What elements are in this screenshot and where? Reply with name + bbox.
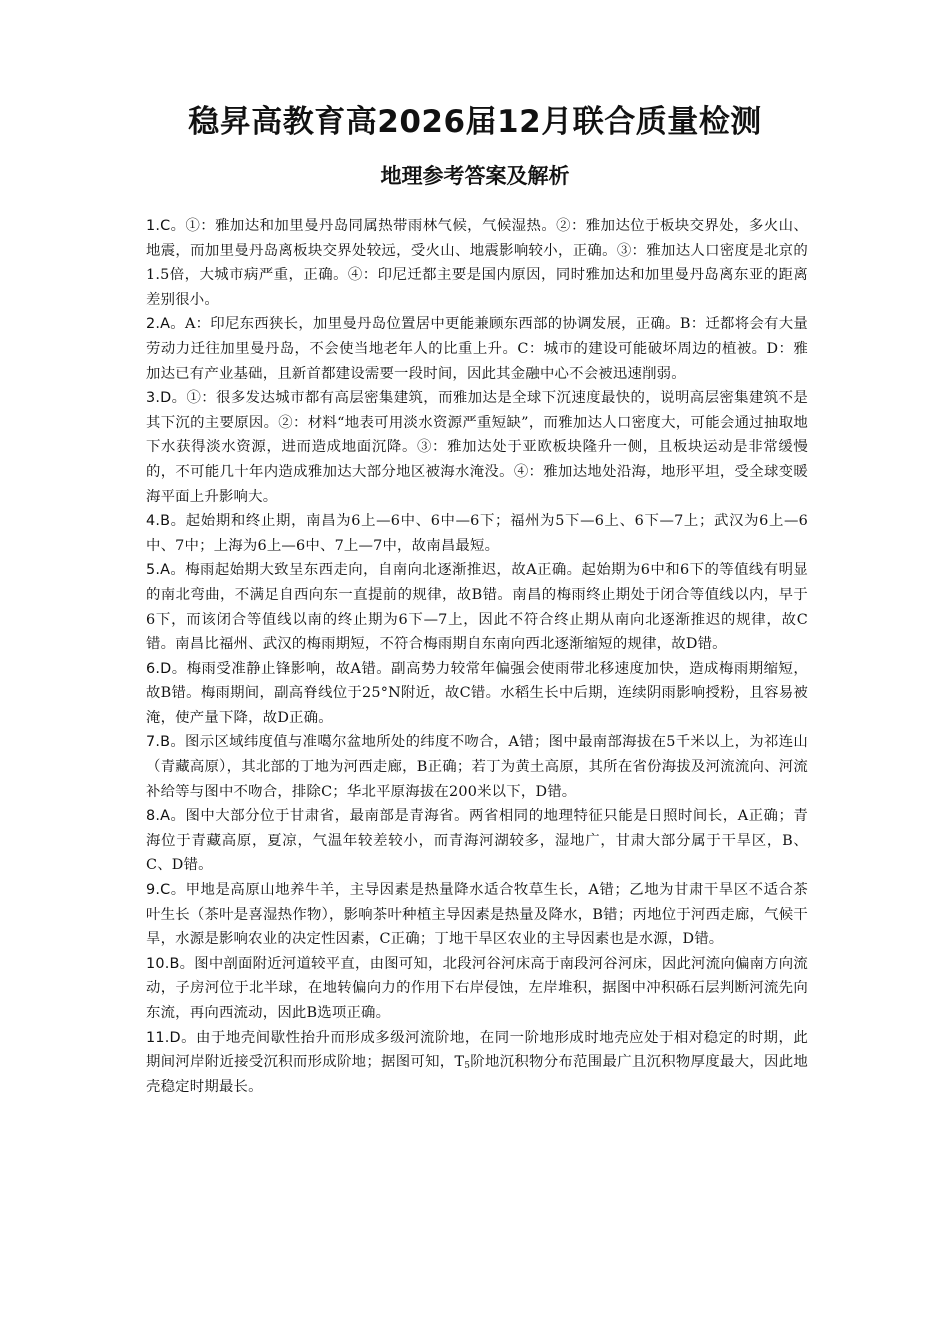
answer-text: 图示区域纬度值与准噶尔盆地所处的纬度不吻合，A错；图中最南部海拔在5千米以上，为祁连山（青藏高原），其北部的丁地为河西走廊，B正确；若丁为黄土高原，其所在省份海拔及河流流向、河流补给等与图中不吻合，排除C；华北平原海拔在200米以下，D错。 [146,734,809,800]
answer-item-7 [146,730,808,804]
answer-label: 4.B。 [146,513,186,530]
answer-text: 甲地是高原山地养牛羊，主导因素是热量降水适合牧草生长，A错；乙地为甘肃干旱区不适合茶叶生长（茶叶是喜湿热作物），影响茶叶种植主导因素是热量及降水，B错；丙地位于河西走廊，气候干旱，水源是影响农业的决定性因素，C正确；丁地干旱区农业的主导因素也是水源，D错。 [146,882,808,948]
answer-text: A：印尼东西狭长，加里曼丹岛位置居中更能兼顾东西部的协调发展，正确。B：迁都将会有大量劳动力迁往加里曼丹岛，不会使当地老年人的比重上升。C：城市的建设可能破坏周边的植被。D：雅加达已有产业基础，且新首都建设需要一段时间，因此其金融中心不会被迅速削弱。 [146,316,808,382]
answer-item-10 [146,952,808,1026]
answer-text: ①：很多发达城市都有高层密集建筑，而雅加达是全球下沉速度最快的，说明高层密集建筑不是其下沉的主要原因。②：材料“地表可用淡水资源严重短缺”，而雅加达人口密度大，可能会通过抽取地下水获得淡水资源，进而造成地面沉降。③：雅加达处于亚欧板块隆升一侧，且板块运动是非常缓慢的，不可能几十年内造成雅加达大部分地区被海水淹没。④：雅加达地处沿海，地形平坦，受全球变暖海平面上升影响大。 [146,390,808,505]
answer-label: 7.B。 [146,734,186,751]
answer-text-before: 由于地壳间歇性抬升而形成多级河流阶地，在同一阶地形成时地壳应处于相对稳定的时期，此期间河岸附近接受沉积而形成阶地；据图可知，T [146,1029,809,1071]
answer-text: ①：雅加达和加里曼丹岛同属热带雨林气候，气候湿热。②：雅加达位于板块交界处，多火山、地震，而加里曼丹岛离板块交界处较远，受火山、地震影响较小，正确。③：雅加达人口密度是北京的1.5倍，大城市病严重，正确。④：印尼迁都主要是国内原因，同时雅加达和加里曼丹岛离东亚的距离差别很小。 [146,218,808,308]
terrace-subscript: 5 [464,1061,471,1072]
answer-item-6 [146,657,808,731]
answer-text: 图中剖面附近河道较平直，由图可知，北段河谷河床高于南段河谷河床，因此河流向偏南方向流动，子房河位于北半球，在地转偏向力的作用下右岸侵蚀，左岸堆积，据图中冲积砾石层判断河流先向东流，再向西流动，因此B选项正确。 [146,955,808,1021]
answer-item-9 [146,878,808,952]
answer-label: 3.D。 [146,390,187,407]
answer-label: 8.A。 [146,808,186,825]
document-title: 稳昇高教育高2026届12月联合质量检测 [188,104,762,140]
answer-item-4 [146,509,808,558]
answer-label: 6.D。 [146,660,187,677]
answer-item-1 [146,214,808,312]
answer-label: 2.A。 [146,316,185,333]
answer-label: 9.C。 [146,882,186,899]
answer-item-2 [146,312,808,386]
answer-text: 梅雨受准静止锋影响，故A错。副高势力较常年偏强会使雨带北移速度加快，造成梅雨期缩短，故B错。梅雨期间，副高脊线位于25°N附近，故C错。水稻生长中后期，连续阴雨影响授粉，且容易被淹，使产量下降，故D正确。 [146,660,808,726]
answer-text-after: 阶地沉积物分布范围最广且沉积物厚度最大，因此地壳稳定时期最长。 [146,1054,809,1095]
answer-text: 起始期和终止期，南昌为6上—6中、6中—6下；福州为5下—6上、6下—7上；武汉为6上—6中、7中；上海为6上—6中、7上—7中，故南昌最短。 [146,513,808,554]
answer-item-3 [146,386,808,509]
answer-text: 图中大部分位于甘肃省，最南部是青海省。两省相同的地理特征只能是日照时间长，A正确；青海位于青藏高原，夏凉，气温年较差较小，而青海河湖较多，湿地广，甘肃大部分属于干旱区，B、C、D错。 [146,808,808,874]
document-subtitle: 地理参考答案及解析 [380,164,570,188]
answer-list [146,214,808,1099]
answer-label: 5.A。 [146,562,186,579]
answer-item-5 [146,558,808,656]
answer-text: 梅雨起始期大致呈东西走向，自南向北逐渐推迟，故A正确。起始期为6中和6下的等值线有明显的南北弯曲，不满足自西向东一直提前的规律，故B错。南昌的梅雨终止期处于闭合等值线以内，早于6下，而该闭合等值线以南的终止期为6下—7上，因此不符合终止期从南向北逐渐推迟的规律，故C错。南昌比福州、武汉的梅雨期短，不符合梅雨期自东南向西北逐渐缩短的规律，故D错。 [146,562,808,653]
answer-label: 10.B。 [146,955,195,972]
answer-item-8 [146,804,808,878]
answer-label: 1.C。 [146,218,186,234]
answer-item-11 [146,1026,808,1100]
answer-label: 11.D。 [146,1029,197,1046]
